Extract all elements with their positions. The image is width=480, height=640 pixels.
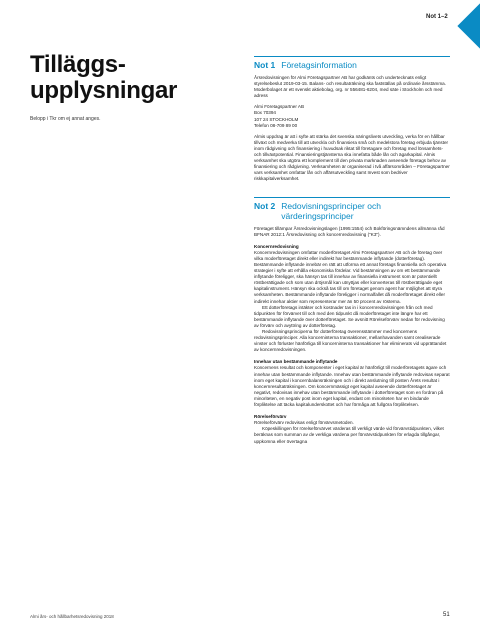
- corner-tab: [454, 0, 480, 52]
- section-paragraph: Koncernredovisningen omfattar moderföretaget Almi Företagspartner AB och de företag över vilka moderföretaget direkt eller indirekt har bestämmande inflytande (dotterföretag). Bestämmande inflytande innebär en rätt att utforma ett annat företags finansiella och operativa strategier i syfte att erhålla ekonomiska fördelar. Vid bestämningen av om ett bestämmande inflytande föreligger, ska hänsyn tas till innehav av finansiella instrument som är potentiellt röstberättigade och som utan dröjsmål kan utnyttjas eller konverteras till röstberättigade eget kapitalinstrument. Hänsyn ska också tas till om företaget genom agent har möjlighet att styra verksamheten. Bestämmande inflytande föreligger i normalfallet då moderföretaget direkt eller indirekt innehar aktier som representerar mer än 50 procent av rösterna.: [254, 249, 447, 304]
- footer-publication: Almi års- och hållbarhetsredovisning 2018: [30, 614, 114, 619]
- section-paragraph: Rörelseförvärv redovisas enligt förvärvsmetoden.: [254, 420, 354, 426]
- section-paragraph: Koncernens resultat och komponenter i eget kapital är hänförligt till moderföretagets ägare och innehav utan bestämmande inflytande. Innehav utan bestämmande inflytande redovisas separat inom eget kapital i koncernbalansräkningen och i direkt anslutning till posten Årets resultat i koncernresultaträkningen. Om koncernmässigt eget kapital avseende dotterföretaget är negativt, redovisas innehav utan bestämmande inflytande i dotterföretaget som en fordran på minoriteten, en negativ post inom eget kapital, endast om minoriteten har en bindande förpliktelse att täcka kapitalunderskottet och har förmåga att fullgöra förpliktelsen.: [254, 365, 450, 408]
- section-heading-koncernredovisning: Koncernredovisning: [254, 243, 299, 249]
- note-2-number: Not 2: [254, 200, 276, 211]
- note-1-address: [254, 104, 450, 128]
- section-paragraph: Redovisningsprinciperna för dotterföretag överensstämmer med koncernens redovisningsprinciper. Alla koncerninterna transaktioner, mellanhavanden samt orealiserade vinster och förluster hänförliga till koncerninterna transaktioner har eliminerats vid upprättandet av koncernredovisningen.: [254, 329, 447, 353]
- amounts-note: Belopp i Tkr om ej annat anges.: [30, 116, 101, 122]
- notes-column: [254, 56, 450, 445]
- address-line: Telefon 08-709 89 00: [254, 122, 298, 128]
- section-heading-innehav: Innehav utan bestämmande inflytande: [254, 359, 338, 365]
- left-column: [30, 52, 220, 122]
- page-title-line1: Tilläggs-: [30, 51, 126, 78]
- section-paragraph: Ett dotterföretags intäkter och kostnader tas in i koncernredovisningen från och med tidpunkten för förvärvet till och med den tidpunkt då moderföretaget inte längre har ett bestämmande inflytande över dotterföretaget. Se avsnitt Rörelseförvärv nedan för redovisning av förvärv och avyttring av dotterföretag.: [254, 304, 445, 328]
- note-1-number: Not 1: [254, 60, 276, 70]
- note-2-title: Redovisningsprinciper och värderingsprinciper: [281, 200, 381, 221]
- address-line: Almi Företagspartner AB: [254, 104, 305, 110]
- page-title-line2: upplysningar: [30, 77, 178, 104]
- note-2-heading: [254, 197, 450, 221]
- note-1-paragraph-2: Almis uppdrag är att i syfte att stärka det svenska näringslivets utveckling, verka för en hållbar tillväxt och medverka till att utveckla och finansiera små och medelstora företag erbjuda tjänster inom rådgivning och finansiering i huvudsak riktat till företagare och företag med lönsamhets- och tillväxtpotential. Finansieringstjänsterna ska innefatta både lån och ägarkapital. Almis verksamhet ska utgöra ett komplement till den privata marknaden avseende företags behov av finansiering och rådgivning. Verksamheten är organiserad i två affärsområden – Företagspartner vars verksamhet omfattar lån och affärsutveckling samt Invest som bedriver riskkapitalverksamhet.: [254, 133, 450, 182]
- page-number: 51: [443, 612, 450, 618]
- address-line: Box 70394: [254, 110, 276, 116]
- note-1-paragraph-1: Årsredovisningen för Almi Företagspartner AB har godkänts och undertecknats enligt styrelsebeslut 2019-03-15. Balans- och resultaträkning ska fastställas på ordinarie årsstämma. Moderbolaget är ett svenskt aktiebolag, org. nr 556481-6204, med säte i Stockholm och med adress: [254, 75, 447, 99]
- note-2-intro: Företaget tillämpar Årsredovisningslagen (1995:1554) och Bokföringsnämndens allmänna råd BFNAR 2012:1 Årsredovisning och koncernredovisning ("K3").: [254, 225, 445, 237]
- page-title: [30, 52, 220, 104]
- section-paragraph: Köpeskillingen för rörelseförvärvet värderas till verkligt värde vid förvärvstidpunkten, vilket beräknas som summan av de verkliga värdena per förvärvstidpunkten för erlagda tillgångar, uppkomna eller övertagna: [254, 426, 444, 444]
- note-1-title: Företagsinformation: [281, 60, 357, 70]
- note-1-heading: [254, 56, 450, 70]
- section-label: Not 1–2: [426, 14, 448, 20]
- section-heading-rorelseforvarv: Rörelseförvärv: [254, 414, 287, 420]
- address-line: 107 24 STOCKHOLM: [254, 116, 299, 122]
